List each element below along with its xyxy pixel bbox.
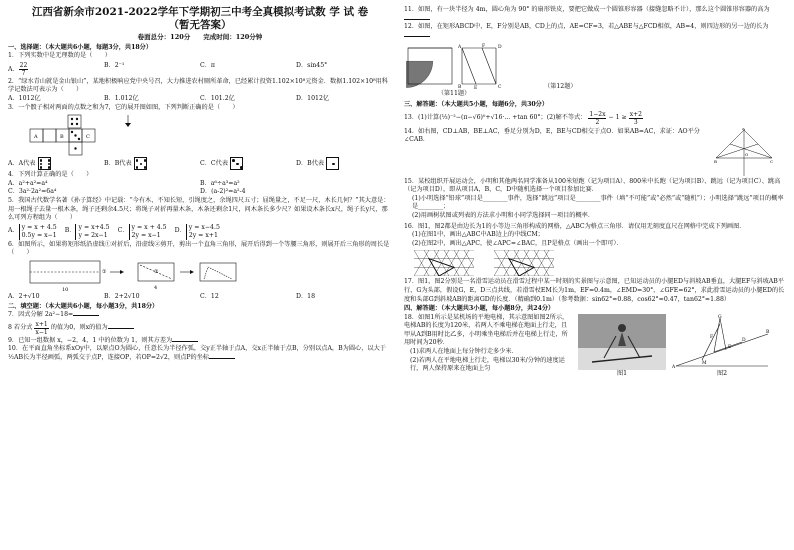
question-4-options-1 bbox=[8, 180, 392, 189]
system-a: y = x + 4.5 0.5y = x−1 bbox=[19, 224, 57, 240]
svg-text:C: C bbox=[770, 158, 774, 164]
grid-figures bbox=[414, 250, 786, 276]
figure-11-caption: （第11题） bbox=[437, 90, 471, 98]
question-16: 16．图1，图2都是由边长为1的小等边三角形构成的网格，△ABC为格点三角形．请仅用无刻度直尺在网格中完成下列画图． bbox=[404, 222, 746, 230]
option-a: A．a²+a²=a⁴ bbox=[8, 179, 48, 187]
sector-figure-svg bbox=[404, 42, 504, 90]
question-18: 18．如图1所示是某机场的平地电梯，其示意图如图2所示，电梯AB的长度为120米，若两人不乘电梯在地面上行走，且甲从A到B用时比乙多，小明乘坐电梯后并在电梯上行走，所用时间为20秒． bbox=[404, 313, 569, 347]
option-a: A．2+√10 bbox=[8, 292, 40, 300]
option-c: C．C代表 bbox=[200, 157, 296, 170]
svg-text:F: F bbox=[482, 44, 486, 50]
svg-text:C: C bbox=[86, 134, 90, 141]
question-5: 5．我国古代数学名著《孙子算经》中记载：“今有木，不知长短，引绳度之，余绳四尺五寸；屈绳量之，不足一尺，木长几何？”其大意是：用一根绳子去量一根木条，绳子还剩余4.5尺；将绳子对折再量木条，木条还剩余1尺，问木条长多少尺？如果设木条长x尺，绳子长y尺，那么可列方程组为（ ） bbox=[8, 196, 390, 222]
question-3: 3．一个骰子相对两面的点数之和为7，它的展开图如图，下列判断正确的是（ ） bbox=[8, 103, 239, 111]
option-a: A．1012亿 bbox=[8, 94, 41, 102]
ski-diagram-svg bbox=[672, 314, 772, 370]
question-18-part-2: (2)若两人在平地电梯上行走，电梯以30米/分钟的速度运行，两人保持原来在地面上匀 bbox=[410, 356, 565, 373]
dice-net-svg bbox=[28, 113, 138, 157]
figure-12 bbox=[544, 83, 577, 92]
triangle-figure-svg bbox=[714, 128, 774, 178]
question-2: 2．“绿水青山就是金山银山”，某地积极响应党中央号召，大力推进农村厕所革命，已经累计投资1.102×10⁸元资金．数据1.102×10⁸用科学记数法可表示为（ ） bbox=[8, 77, 388, 94]
question-14: 14．如右图，CD⊥AB，BE⊥AC，垂足分别为D，E，BE与CD相交于点O．如果AB=AC，求证：AO平分∠CAB． bbox=[404, 127, 700, 144]
question-12: 12．如图，在矩形ABCD中，E，F分别是AB，CD上的点，AE=CF=3，若△ABE与△FCD相似，AB=4，则四边形的另一边的长为 bbox=[404, 23, 786, 40]
triangle-grid-2-svg bbox=[494, 250, 554, 276]
question-18-block bbox=[404, 314, 786, 379]
svg-text:G: G bbox=[718, 314, 722, 320]
triangle-grid-1-svg bbox=[414, 250, 474, 276]
question-11: 11．如图，有一块半径为 4m，圆心角为 90° 的扇形铁皮，要把它做成一个圆锥形容器（接缝忽略不计），那么这个圆锥形容器的高为 bbox=[404, 6, 786, 23]
figure-11 bbox=[404, 42, 504, 99]
option-c: C．π bbox=[200, 61, 215, 69]
question-6-options bbox=[8, 293, 392, 302]
section-1-title: 一、选择题：（本大题共6小题，每题3分，共18分） bbox=[8, 43, 153, 51]
svg-text:①: ① bbox=[102, 268, 107, 275]
option-a: A．A代表 bbox=[8, 157, 104, 170]
svg-text:4: 4 bbox=[154, 284, 158, 291]
left-column bbox=[8, 6, 392, 362]
svg-text:B: B bbox=[714, 158, 717, 164]
section-3-title: 三、解答题：（本大题共5小题，每题6分，共30分） bbox=[404, 100, 549, 108]
svg-text:F: F bbox=[710, 334, 714, 340]
option-b: B．a⁶÷a³=a² bbox=[200, 179, 240, 187]
figure-1-caption: 图1 bbox=[616, 369, 628, 377]
question-18-part-1: (1)求两人在地面上每分钟行走多少米． bbox=[410, 348, 518, 356]
option-d: D．1012亿 bbox=[296, 94, 330, 102]
question-7: 7．因式分解 2a²−18= bbox=[8, 311, 392, 320]
section-4-title: 四、解答题：（本大题共3小题，每小题8分，共24分） bbox=[404, 305, 555, 313]
question-15: 15．某校组织开展运动会，小明和其他两名同学准备从100米短跑（记为项目A）、800米中长跑（记为项目B）、跳远（记为项目C）、跳高（记为项目D），即从项目A，B，C，D中随机选择一个项目参加比赛． bbox=[404, 177, 781, 194]
folding-svg bbox=[28, 259, 248, 293]
svg-text:B: B bbox=[766, 329, 770, 335]
svg-text:B: B bbox=[60, 134, 64, 141]
svg-text:M: M bbox=[702, 360, 707, 366]
question-2-options bbox=[8, 95, 392, 104]
question-10: 10．在平面直角坐标系xOy中，以原点O为圆心，任意长为半径作弧，交y正半轴于点A，交x正半轴于点B，分别以点A，B为圆心，以大于½AB长为半径画弧，两弧交于点P，连接OP，若OP=2√2，则点P的坐标 bbox=[8, 345, 386, 361]
figure-12-caption: （第12题） bbox=[544, 83, 577, 91]
option-a: A． $\frac{22}{7}$ bbox=[8, 61, 28, 77]
option-c: C．12 bbox=[200, 292, 219, 300]
svg-text:O: O bbox=[745, 151, 749, 157]
figures-11-12 bbox=[404, 42, 786, 99]
option-d: D．(a-2)²=a²-4 bbox=[200, 188, 246, 196]
right-column bbox=[404, 6, 786, 378]
system-d: y = x−4.5 2y = x+1 bbox=[186, 224, 220, 240]
svg-text:B: B bbox=[458, 85, 462, 91]
option-b: B．2⁻¹ bbox=[104, 61, 125, 69]
svg-text:10: 10 bbox=[62, 286, 69, 293]
question-15-part-1: (1)小明选择“铅球”项目是________事件，选择“跳远”项目是________事件（填“不可能”或“必然”或“随机”）；小明选择“跳远”项目的概率是________； bbox=[412, 194, 784, 211]
question-1-options bbox=[8, 62, 392, 77]
svg-text:D: D bbox=[498, 45, 502, 51]
section-2-title: 二、填空题：（本大题共6小题，每小题3分，共18分） bbox=[8, 302, 159, 310]
exam-title: 江西省新余市2021-2022学年下学期初三中考全真模拟考试数 学 试 卷 bbox=[31, 6, 369, 18]
question-5-options: A． y = x + 4.5 0.5y = x−1 B． y = x+4.5 y = 2x−1 C． y = x + 4.5 2y = x−1 D． y = x−4.5 2y = x+1 bbox=[8, 223, 220, 239]
ski-diagram bbox=[672, 314, 772, 379]
option-d: D．sin45° bbox=[296, 61, 328, 69]
svg-text:②: ② bbox=[154, 268, 159, 275]
svg-text:A: A bbox=[34, 134, 38, 141]
system-b: y = x+4.5 y = 2x−1 bbox=[75, 224, 109, 240]
figure-2-caption: 图2 bbox=[716, 369, 728, 377]
question-4-options-2 bbox=[8, 188, 392, 197]
option-c: C．3a²·2a²=6a⁴ bbox=[8, 188, 57, 196]
question-6: 6．如图所示，如果将矩形纸沿虚线①对折后，沿虚线②剪开，剪出一个直角三角形，展开后得到一个等腰三角形，则展开后三角形的周长是（ ） bbox=[8, 240, 390, 257]
question-16-part-2: (2)在图2中，画出△APC，使∠APC=∠BAC，且P是格点（画出一个即可）． bbox=[412, 239, 623, 247]
svg-text:E: E bbox=[728, 344, 732, 350]
system-c: y = x + 4.5 2y = x−1 bbox=[129, 224, 167, 240]
question-14-block bbox=[404, 128, 786, 178]
question-9: 9．已知一组数据 x，−2，4，1 中的位数为 1，则其方差为 bbox=[8, 337, 392, 346]
question-4: 4．下列计算正确的是（ ） bbox=[8, 171, 93, 179]
svg-text:A: A bbox=[672, 364, 676, 370]
ski-photo bbox=[578, 314, 666, 379]
question-15-part-2: (2)用画树状图或列表的方法求小明和小同学选择同一项目的概率． bbox=[412, 211, 595, 219]
svg-text:E: E bbox=[474, 86, 478, 91]
option-d: D．B代表 bbox=[296, 157, 392, 170]
svg-text:D: D bbox=[742, 337, 746, 343]
exam-subtitle: （暂无答案） bbox=[168, 19, 232, 31]
question-17: 17．图1，图2分别是一名滑雪运动员在滑雪过程中某一时刻的实景图与示意图，已知运动员的小腿ED与斜坡AB垂直，大腿EF与斜坡AB平行，G为头部，假设G，E，D三点共线，若滑雪杖EM长为1m，EF=0.4m，∠EMD=30°，∠GFE=62°，求此滑雪运动员的小腿ED的长度和头部G到斜坡AB的距离GD的长度．（精确到0.1m）（参考数据：sin62°≈0.88，cos62°≈0.47，tan62°≈1.88） bbox=[404, 278, 785, 303]
ski-photo-svg bbox=[578, 314, 666, 370]
question-1: 1．下列实数中是无理数的是（ ） bbox=[8, 52, 111, 60]
svg-text:A: A bbox=[742, 127, 745, 131]
exam-meta: 卷面总分：120分 完成时间：120分钟 bbox=[137, 33, 263, 41]
question-3-options bbox=[8, 157, 392, 170]
folding-figure bbox=[28, 259, 392, 293]
option-b: B．2+2√10 bbox=[104, 292, 140, 300]
option-d: D．18 bbox=[296, 292, 316, 300]
dice-net-figure bbox=[28, 113, 392, 157]
option-b: B．1.012亿 bbox=[104, 94, 139, 102]
option-b: B．B代表 bbox=[104, 157, 200, 170]
question-13: 13．(1)计算(⅓)⁻²−(π−√6)⁰+√16·... +tan 60°；(2)解不等式： $\frac{1-2x}{2}$ − 1 ≥ $\frac{x+2}{3}$ bbox=[404, 110, 642, 126]
question-16-part-1: (1)在图1中，画出△ABC中AB边上的中线CM； bbox=[412, 231, 544, 239]
svg-text:C: C bbox=[498, 85, 502, 91]
question-8: 8 若分式 $\frac{x+1}{x-1}$ 的值为0，则x的值为 bbox=[8, 321, 392, 336]
svg-text:A: A bbox=[458, 45, 462, 51]
option-c: C．101.2亿 bbox=[200, 94, 235, 102]
